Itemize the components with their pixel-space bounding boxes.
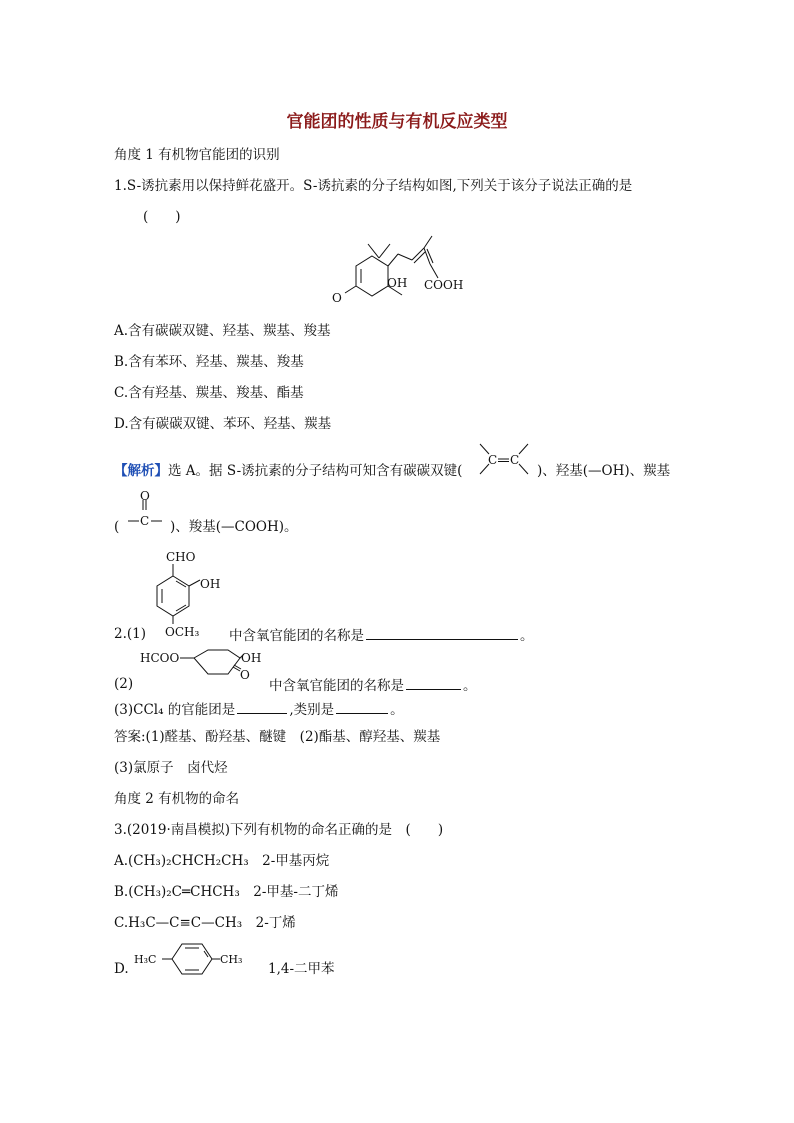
question-2-part-3-text-2: ,类别是: [289, 702, 335, 718]
question-2-part-2-text: 中含氧官能团的名称是: [269, 678, 404, 694]
alcohol-hydroxyl-label: OH: [241, 651, 262, 665]
question-3-option-d-name: 1,4-二甲苯: [268, 961, 335, 977]
question-2-part-2-line: [269, 675, 477, 695]
vanillin-isomer-structure: [150, 546, 230, 638]
methoxy-label: OCH₃: [165, 625, 200, 639]
aldehyde-label: CHO: [166, 550, 196, 564]
analysis-text-2: )、羟基(—OH)、羰基: [537, 463, 671, 479]
question-2-part-1-line: [229, 625, 534, 645]
question-3-option-d-prefix: D.: [114, 961, 129, 977]
question-2-part-1-number: 2.(1): [114, 626, 147, 642]
answer-blank-4[interactable]: [336, 699, 388, 714]
cyclohexane-ester-structure: [140, 646, 270, 690]
formate-label: HCOO: [140, 651, 180, 665]
question-3-stem: 3.(2019·南昌模拟)下列有机物的命名正确的是 ( ): [114, 822, 444, 838]
question-1-option-d: D.含有碳碳双键、苯环、羟基、羰基: [114, 416, 332, 432]
carbonyl-oxygen-label: O: [140, 489, 150, 503]
phenol-hydroxyl-label: OH: [200, 577, 221, 591]
methyl-left-label: H₃C: [134, 953, 157, 966]
question-1-answer-paren: ( ): [143, 209, 181, 225]
question-2-part-3-line: [114, 699, 404, 719]
section-heading-2: 角度 2 有机物的命名: [114, 791, 240, 807]
carboxyl-label: COOH: [424, 278, 464, 292]
question-1-option-b: B.含有苯环、羟基、羰基、羧基: [114, 354, 304, 370]
carbonyl-structure: [124, 490, 168, 530]
question-2-part-3-text-1: (3)CCl₄ 的官能团是: [114, 702, 236, 718]
question-2-answer-line-1: 答案:(1)醛基、酚羟基、醚键 (2)酯基、醇羟基、羰基: [114, 729, 441, 745]
question-3-option-a: A.(CH₃)₂CHCH₂CH₃ 2-甲基丙烷: [114, 853, 330, 869]
question-1-option-c: C.含有羟基、羰基、羧基、酯基: [114, 385, 304, 401]
question-1-stem: 1.S-诱抗素用以保持鲜花盛开。S-诱抗素的分子结构如图,下列关于该分子说法正确的是: [114, 178, 633, 194]
question-2-part-1-end: 。: [520, 628, 534, 644]
question-2-part-3-end: 。: [390, 702, 404, 718]
analysis-tag: 【解析】: [114, 463, 168, 479]
methyl-right-label: CH₃: [220, 953, 243, 966]
question-3-option-b: B.(CH₃)₂C═CHCH₃ 2-甲基-二丁烯: [114, 884, 339, 900]
answer-blank-2[interactable]: [406, 675, 461, 690]
ketone-oxygen-label: O: [332, 291, 342, 305]
answer-blank-1[interactable]: [366, 625, 518, 640]
alkene-carbon-right: C: [510, 453, 520, 467]
hydroxyl-label: OH: [387, 276, 408, 290]
question-2-answer-line-2: (3)氯原子 卤代烃: [114, 760, 228, 776]
alkene-carbon-left: C: [488, 453, 498, 467]
analysis-line-1: [114, 462, 462, 480]
question-2-part-2-number: (2): [114, 676, 134, 692]
question-3-option-c: C.H₃C—C≡C—CH₃ 2-丁烯: [114, 915, 296, 931]
question-2-part-2-end: 。: [463, 678, 477, 694]
analysis-paren-open: (: [114, 519, 120, 535]
question-1-option-a: A.含有碳碳双键、羟基、羰基、羧基: [114, 323, 331, 339]
question-2-part-1-text: 中含氧官能团的名称是: [229, 628, 364, 644]
answer-blank-3[interactable]: [237, 699, 287, 714]
analysis-text-3: )、羧基(—COOH)。: [170, 519, 298, 535]
s-abscisic-acid-structure: [330, 232, 480, 304]
section-heading-1: 角度 1 有机物官能团的识别: [114, 147, 280, 163]
para-xylene-structure: [134, 940, 249, 980]
ketone-oxygen-label-2: O: [240, 668, 250, 682]
carbon-carbon-double-bond-structure: [476, 440, 532, 480]
analysis-text-1: 选 A。据 S-诱抗素的分子结构可知含有碳碳双键(: [168, 463, 463, 479]
page-title: 官能团的性质与有机反应类型: [286, 112, 508, 132]
carbonyl-carbon-label: C: [140, 514, 150, 528]
